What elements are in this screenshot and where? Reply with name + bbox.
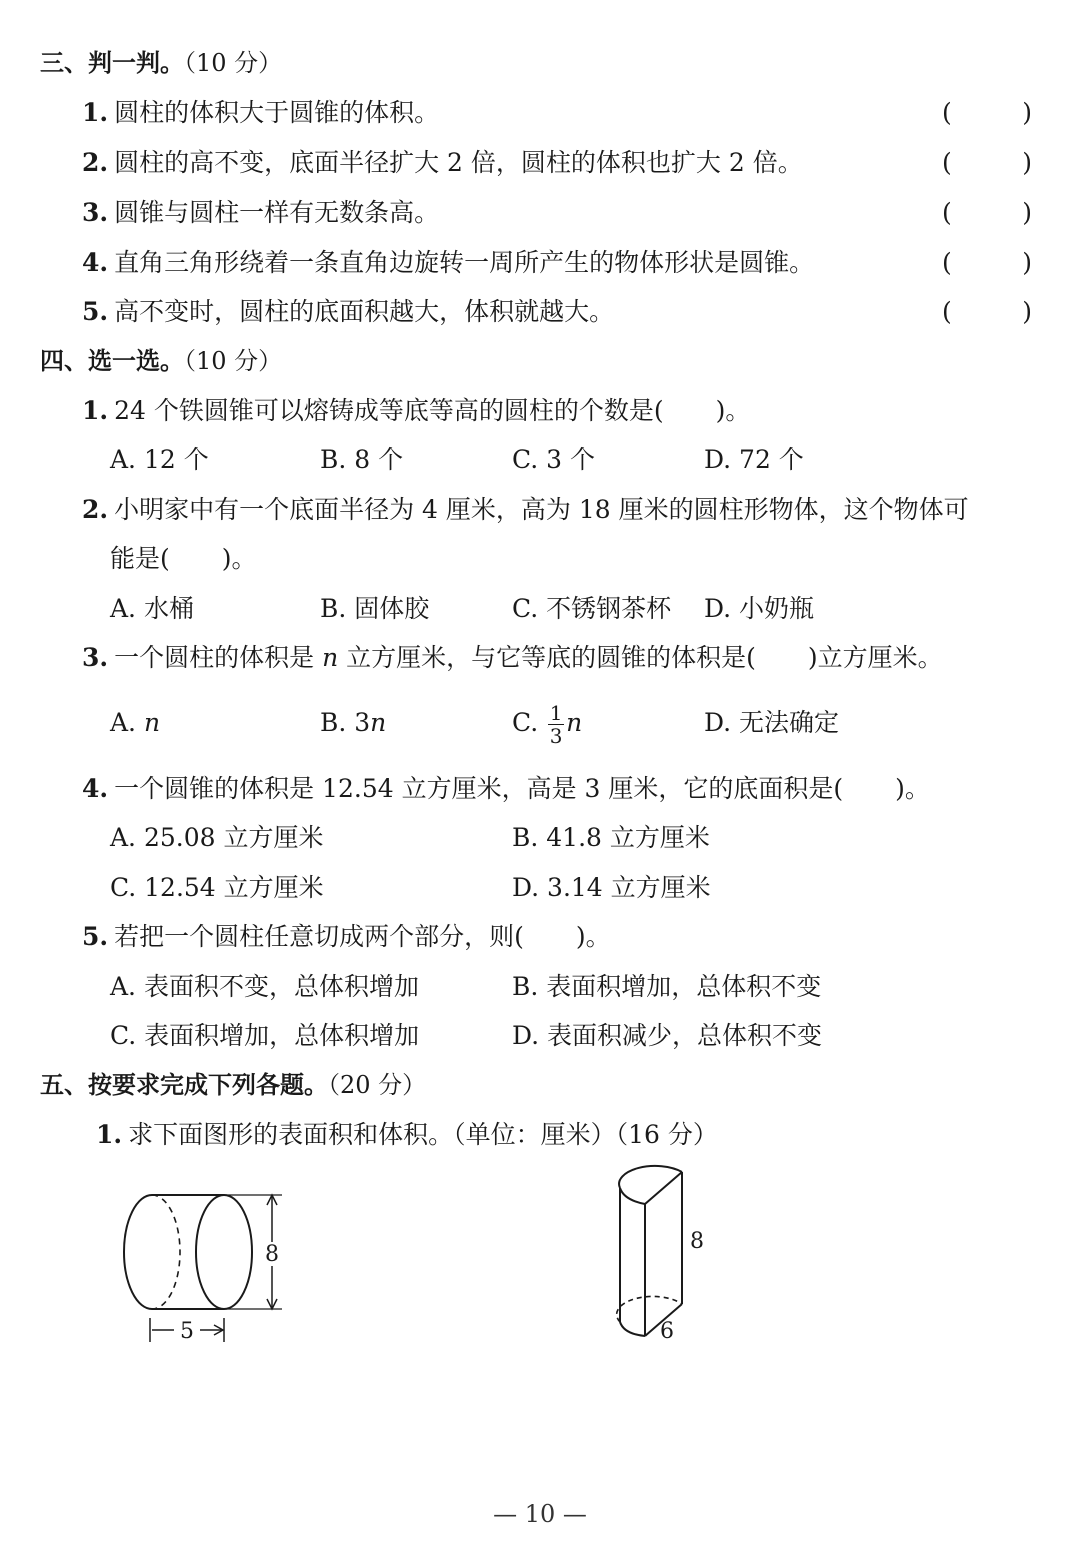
question-text-a: 若把一个圆柱任意切成两个部分，则( [114,922,524,951]
question-text-c: )立方厘米。 [807,643,943,672]
item-number: 4. [82,248,109,277]
option-label: C. [512,708,547,737]
q3-option-d: D. 无法确定 [704,708,840,737]
section3-points: （10 分） [184,49,283,77]
fraction-denominator: 3 [549,724,563,748]
question-number: 1. [82,396,109,425]
question-text-b: 立方厘米，与它等底的圆锥的体积是( [338,643,756,672]
paren-close: ) [1022,297,1032,326]
section3-title: 三、判一判。 [40,48,184,77]
judge-item-3 [82,196,439,230]
q2-option-b: B. 固体胶 [320,594,430,623]
q2-option-d: D. 小奶瓶 [704,594,815,623]
answer-paren-1[interactable] [942,96,1032,130]
variable-n: n [143,708,161,737]
paren-close: ) [1022,248,1032,277]
variable-n: n [370,708,387,737]
choice-question-3 [82,641,943,675]
question-number: 4. [82,774,109,803]
choice-question-2-line2 [110,542,257,576]
item-text: 圆柱的体积大于圆锥的体积。 [114,98,440,127]
choice-question-4 [82,772,930,806]
choice-question-5 [82,920,611,954]
section5-points: （20 分） [328,1071,427,1099]
answer-paren-4[interactable] [942,246,1032,280]
bottom-front-curve [620,1322,645,1336]
section3-heading [40,46,282,80]
item-number: 3. [82,198,109,227]
q5-option-d: D. 表面积减少，总体积不变 [512,1021,823,1050]
option-label: A. [110,708,144,737]
judge-item-4 [82,246,814,280]
top-front-curve [620,1188,645,1204]
paren-open: ( [942,148,952,177]
question-text-b: )。 [221,544,257,573]
item-text: 高不变时，圆柱的底面积越大，体积就越大。 [114,297,615,326]
paren-open: ( [942,198,952,227]
answer-paren-2[interactable] [942,146,1032,180]
half-cylinder-figure [600,1160,720,1350]
section5-question-1 [96,1118,718,1152]
item-text: 圆锥与圆柱一样有无数条高。 [114,198,440,227]
choice-question-1 [82,394,750,428]
q4-option-c: C. 12.54 立方厘米 [110,873,324,902]
paren-open: ( [942,248,952,277]
paren-open: ( [942,297,952,326]
q4-option-b: B. 41.8 立方厘米 [512,823,710,852]
q5-option-a: A. 表面积不变，总体积增加 [110,972,419,1001]
question-number: 3. [82,643,109,672]
horizontal-cylinder-figure [110,1180,310,1350]
item-text: 圆柱的高不变，底面半径扩大 2 倍，圆柱的体积也扩大 2 倍。 [114,148,803,177]
paren-close: ) [1022,98,1032,127]
question-text-b: )。 [715,396,751,425]
height-label: 8 [265,1242,279,1267]
section5-title: 五、按要求完成下列各题。 [40,1070,328,1099]
question-text-a: 24 个铁圆锥可以熔铸成等底等高的圆柱的个数是( [114,396,664,425]
item-number: 5. [82,297,109,326]
length-label: 5 [180,1319,194,1344]
question-number: 1. [96,1120,123,1149]
option-label: B. 3 [320,708,371,737]
paren-open: ( [942,98,952,127]
cylinder-right-face [196,1195,252,1309]
question-text-b: )。 [895,774,930,803]
height-label: 8 [690,1229,704,1254]
q5-option-c: C. 表面积增加，总体积增加 [110,1021,420,1050]
item-number: 2. [82,148,109,177]
section4-heading [40,344,282,378]
q1-option-b: B. 8 个 [320,445,404,474]
q3-option-c [512,694,582,752]
q3-option-a [110,706,160,740]
cylinder-left-face-hidden [152,1195,180,1309]
question-text: 求下面图形的表面积和体积。（单位：厘米）（16 分） [128,1120,718,1149]
question-text-a: 一个圆锥的体积是 12.54 立方厘米，高是 3 厘米，它的底面积是( [114,774,844,803]
section5-heading [40,1068,426,1102]
q4-option-a: A. 25.08 立方厘米 [110,823,324,852]
q3-option-b [320,706,386,740]
top-straight-edge [645,1172,682,1204]
fraction-one-third [548,703,564,746]
q2-option-c: C. 不锈钢茶杯 [512,594,672,623]
judge-item-1 [82,96,439,130]
q4-option-d: D. 3.14 立方厘米 [512,873,711,902]
base-label: 6 [660,1319,674,1344]
paren-close: ) [1022,198,1032,227]
variable-n: n [322,643,339,672]
fraction-numerator: 1 [549,701,563,725]
item-text: 直角三角形绕着一条直角边旋转一周所产生的物体形状是圆锥。 [114,248,815,277]
question-text-b: )。 [575,922,611,951]
variable-n: n [566,708,583,737]
question-text-a: 一个圆柱的体积是 [114,643,323,672]
item-number: 1. [82,98,109,127]
top-curved-edge [619,1166,682,1188]
answer-paren-3[interactable] [942,196,1032,230]
question-text-line1: 小明家中有一个底面半径为 4 厘米，高为 18 厘米的圆柱形物体，这个物体可 [114,495,969,524]
section4-points: （10 分） [184,347,283,375]
q1-option-a: A. 12 个 [110,445,209,474]
choice-question-2 [82,493,969,527]
q2-option-a: A. 水桶 [110,594,194,623]
q5-option-b: B. 表面积增加，总体积不变 [512,972,822,1001]
q1-option-d: D. 72 个 [704,445,804,474]
judge-item-5 [82,295,614,329]
page-number: — 10 — [493,1500,587,1528]
q1-option-c: C. 3 个 [512,445,595,474]
question-text-a: 能是( [110,544,170,573]
paren-close: ) [1022,148,1032,177]
section4-title: 四、选一选。 [40,346,184,375]
question-number: 2. [82,495,109,524]
judge-item-2 [82,146,803,180]
question-number: 5. [82,922,109,951]
answer-paren-5[interactable] [942,295,1032,329]
